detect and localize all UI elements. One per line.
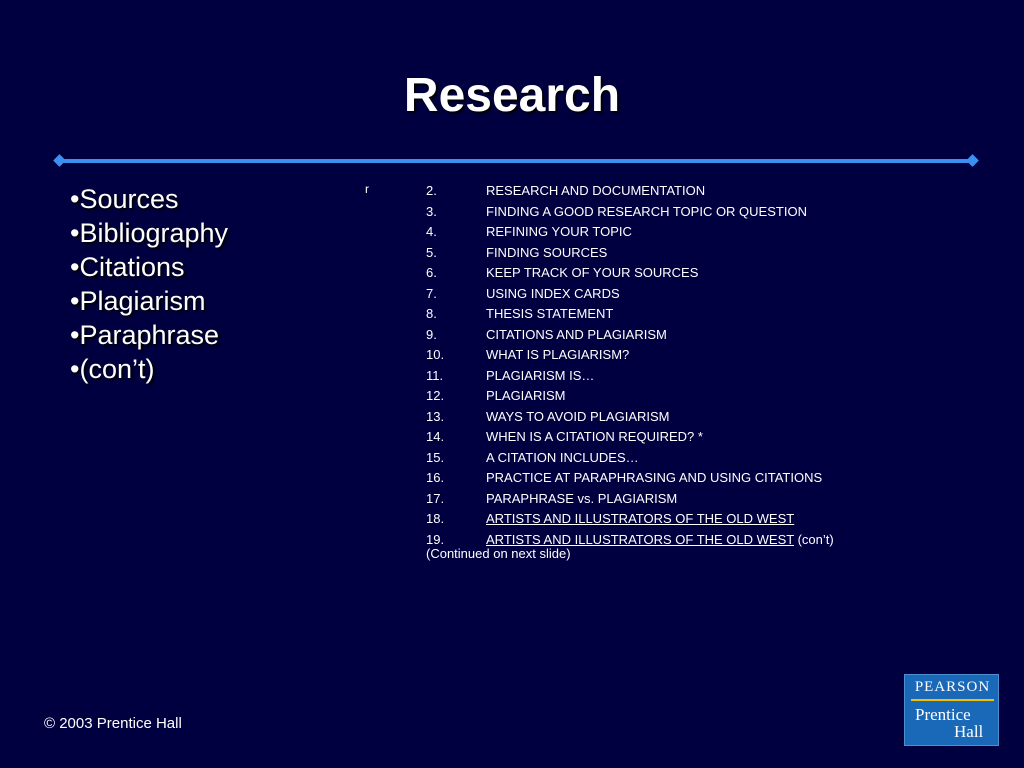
toc-item-number: 4.	[426, 224, 437, 239]
toc-item-text: WHEN IS A CITATION REQUIRED? *	[486, 429, 703, 444]
pearson-prentice-hall-logo	[904, 674, 999, 746]
toc-item	[426, 448, 834, 469]
toc-item-number: 16.	[426, 470, 445, 485]
logo-accent-bar	[911, 699, 994, 701]
toc-item-text: THESIS STATEMENT	[486, 306, 614, 321]
toc-item-number: 19.	[426, 531, 445, 547]
toc-item	[426, 222, 834, 243]
toc-item	[426, 366, 834, 387]
toc-item-number: 3.	[426, 203, 437, 219]
toc-item-text: PRACTICE AT PARAPHRASING AND USING CITATIONS	[486, 470, 823, 485]
toc-item-number: 15.	[426, 449, 445, 465]
bullet-item: •(con’t)	[70, 354, 155, 384]
bullet-item: •Citations	[70, 252, 185, 282]
toc-item-text: FINDING SOURCES	[486, 244, 608, 260]
toc-item-text: PLAGIARISM	[486, 388, 566, 403]
toc-item	[426, 407, 834, 428]
toc-item-number: 8.	[426, 306, 437, 321]
toc-item-text: KEEP TRACK OF YOUR SOURCES	[486, 265, 699, 280]
toc-item-link[interactable]: ARTISTS AND ILLUSTRATORS OF THE OLD WEST	[486, 531, 794, 547]
toc-item	[426, 263, 834, 284]
toc-item-number: 12.	[426, 388, 445, 403]
toc-item	[426, 243, 834, 264]
divider-right-diamond-icon	[966, 154, 979, 167]
divider-left-diamond-icon	[53, 154, 66, 167]
slide-title: Research	[403, 69, 621, 122]
bullet-item: •Bibliography	[70, 218, 229, 248]
toc-item-number: 18.	[426, 511, 445, 526]
toc-item-text: PARAPHRASE vs. PLAGIARISM	[486, 490, 678, 506]
toc-item[interactable]	[426, 509, 834, 530]
toc-item	[426, 284, 834, 305]
toc-item	[426, 304, 834, 325]
toc-item-text: A CITATION INCLUDES…	[486, 449, 639, 465]
copyright-text: © 2003 Prentice Hall	[44, 715, 182, 732]
toc-item-text: REFINING YOUR TOPIC	[486, 224, 632, 239]
bullet-list	[70, 182, 228, 386]
toc-item-text: WHAT IS PLAGIARISM?	[486, 347, 630, 362]
toc-item	[426, 386, 834, 407]
table-of-contents	[426, 181, 834, 550]
toc-item-number: 17.	[426, 490, 445, 506]
toc-item	[426, 181, 834, 202]
continued-note: (Continued on next slide)	[426, 546, 571, 561]
toc-item-text: WAYS TO AVOID PLAGIARISM	[486, 408, 670, 424]
toc-item-text: FINDING A GOOD RESEARCH TOPIC OR QUESTION	[486, 203, 807, 219]
toc-item	[426, 202, 834, 223]
bullet-item: •Plagiarism	[70, 286, 206, 316]
bullet-item: •Paraphrase	[70, 320, 220, 350]
toc-item	[426, 345, 834, 366]
toc-item	[426, 427, 834, 448]
logo-line-hall: Hall	[954, 722, 984, 741]
toc-item-number: 10.	[426, 347, 445, 362]
bullet-item: •Sources	[70, 184, 179, 214]
toc-item-text: PLAGIARISM IS…	[486, 367, 595, 383]
toc-item	[426, 489, 834, 510]
logo-line-pearson: PEARSON	[914, 679, 991, 695]
toc-item-suffix: (con’t)	[793, 531, 834, 547]
toc-item-text: RESEARCH AND DOCUMENTATION	[486, 183, 706, 198]
toc-item-text: CITATIONS AND PLAGIARISM	[486, 326, 667, 342]
logo-line-prentice: Prentice	[915, 705, 971, 724]
toc-item-number: 9.	[426, 326, 437, 342]
toc-item-number: 13.	[426, 408, 445, 424]
toc-item	[426, 325, 834, 346]
stray-mark: r	[365, 182, 369, 196]
title-divider	[60, 159, 974, 163]
toc-item-number: 5.	[426, 244, 437, 260]
toc-item-number: 6.	[426, 265, 437, 280]
toc-item-number: 2.	[426, 183, 437, 198]
toc-item-number: 7.	[426, 285, 437, 301]
toc-item-link[interactable]: ARTISTS AND ILLUSTRATORS OF THE OLD WEST	[486, 511, 795, 526]
toc-item-text: USING INDEX CARDS	[486, 285, 620, 301]
toc-item	[426, 468, 834, 489]
toc-item-number: 11.	[426, 367, 444, 383]
toc-item-number: 14.	[426, 429, 445, 444]
